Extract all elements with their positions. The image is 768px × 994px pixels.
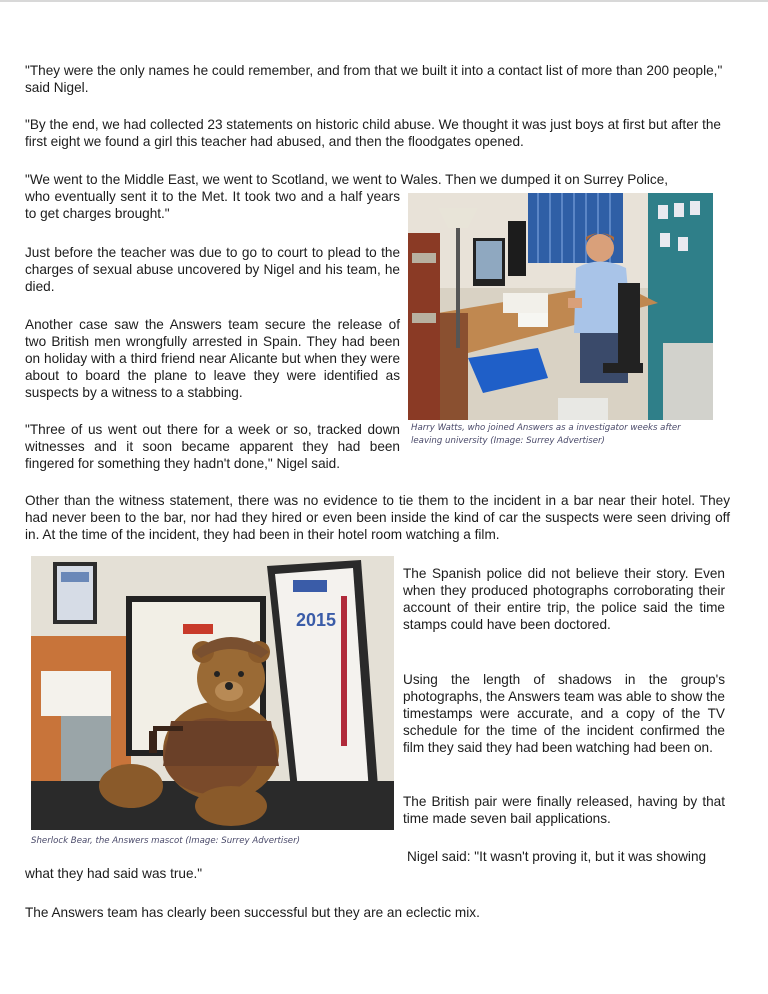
paragraph-spanish-police: The Spanish police did not believe their story. Even when they produced photographs corroborating their account of their entire trip, the police said the time stamps could have been doctored. <box>403 566 725 632</box>
paragraph-contact-list: "They were the only names he could remember, and from that we built it into a contact list of more than 200 people," said Nigel. <box>25 63 723 95</box>
paragraph-nigel-said-end: what they had said was true." <box>25 866 203 881</box>
paragraph-middle-east-line1: "We went to the Middle East, we went to Scotland, we went to Wales. Then we dumped it on Surrey Police, <box>25 172 669 187</box>
office-photo <box>408 193 713 420</box>
paragraph-released: The British pair were finally released, having by that time made seven bail applications. <box>403 794 725 826</box>
paragraph-tracked-witnesses: "Three of us went out there for a week or so, tracked down witnesses and it soon became apparent they had been fingered for something they hadn't done," Nigel said. <box>25 422 400 471</box>
paragraph-middle-east-rest: who eventually sent it to the Met. It took two and a half years to get charges brought." <box>25 189 400 221</box>
bear-photo-caption: Sherlock Bear, the Answers mascot (Image: Surrey Advertiser) <box>31 836 300 846</box>
paragraph-eclectic-mix: The Answers team has clearly been successful but they are an eclectic mix. <box>25 905 480 920</box>
paragraph-witness-statement: Other than the witness statement, there was no evidence to tie them to the incident in a bar near their hotel. They had never been to the bar, nor had they hired or even been inside the kind of car the suspects were seen driving off in. At the time of the incident, they had been in their hotel room watching a film. <box>25 493 730 542</box>
paragraph-statements: "By the end, we had collected 23 statements on historic child abuse. We thought it was just boys at first but after the first eight we found a girl this teacher had abused, and then the floodgates opened. <box>25 117 721 149</box>
certificate-year: 2015 <box>296 610 337 630</box>
paragraph-nigel-said-start: Nigel said: "It wasn't proving it, but it was showing <box>407 849 707 864</box>
paragraph-spain-case: Another case saw the Answers team secure the release of two British men wrongfully arrested in Spain. They had been on holiday with a third friend near Alicante but when they were about to board the plane to leave they were identified as suspects by a witness to a stabbing. <box>25 317 400 400</box>
page-top-edge <box>0 0 768 2</box>
paragraph-shadows: Using the length of shadows in the group's photographs, the Answers team was able to show the timestamps were accurate, and a copy of the TV schedule for the time of the incident confirmed the film they said they had been watching had been on. <box>403 672 725 755</box>
bear-photo <box>31 556 394 830</box>
office-photo-caption: Harry Watts, who joined Answers as a investigator weeks after leaving university (Image: Surrey Advertiser) <box>411 423 681 446</box>
paragraph-teacher-died: Just before the teacher was due to go to court to plead to the charges of sexual abuse uncovered by Nigel and his team, he died. <box>25 245 400 294</box>
